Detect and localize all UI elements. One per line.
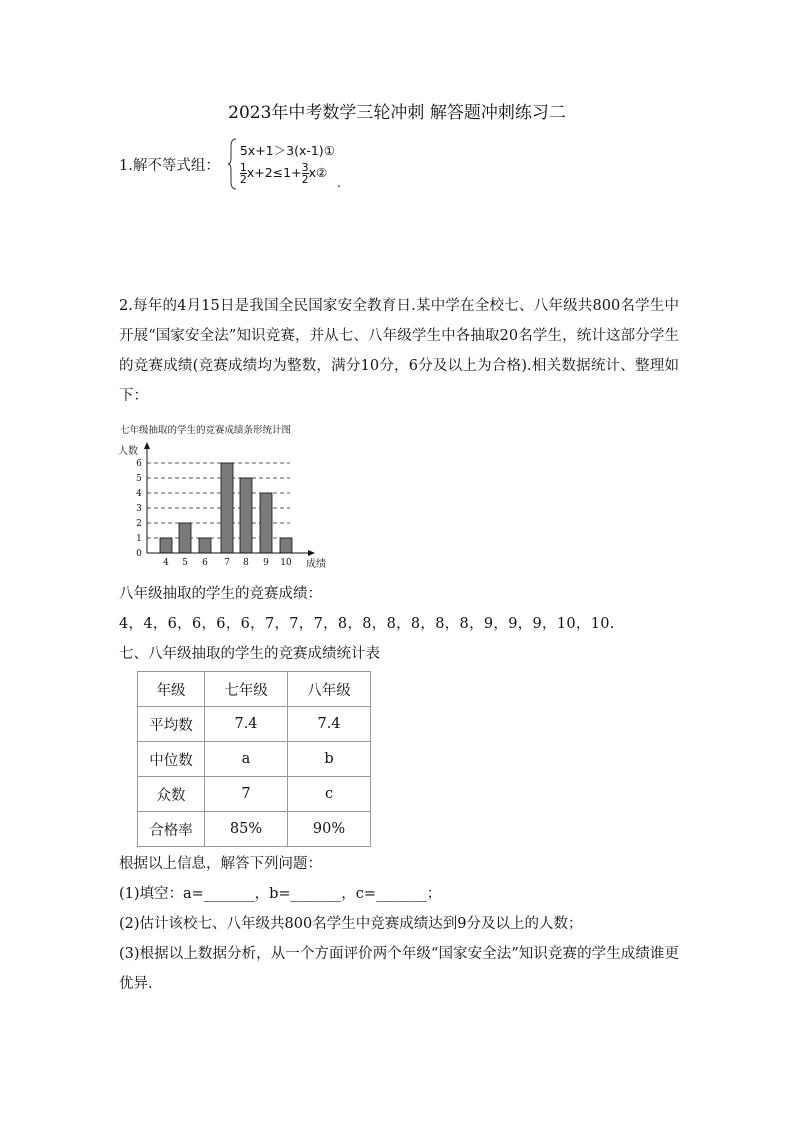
ineq-line2 xyxy=(240,162,335,185)
grade8-scores: 4，4，6，6，6，6，7，7，7，8，8，8，8，8，8，9，9，9，10，10. xyxy=(119,616,615,632)
prompt: 根据以上信息，解答下列问题： xyxy=(119,856,322,872)
end: x② xyxy=(308,165,328,180)
bar xyxy=(280,538,292,553)
table-cell: 众数 xyxy=(138,777,205,812)
table-cell: 中位数 xyxy=(138,742,205,777)
table-cell: 年级 xyxy=(138,672,205,707)
bar xyxy=(179,523,191,553)
y-tick-label: 1 xyxy=(136,534,142,544)
den: 2 xyxy=(301,173,309,186)
table-row xyxy=(138,707,371,742)
y-tick-label: 3 xyxy=(136,504,142,514)
x-tick-label: 7 xyxy=(224,558,230,568)
table-cell: c xyxy=(288,777,371,812)
bar xyxy=(221,463,233,553)
page-title: 2023年中考数学三轮冲刺 解答题冲刺练习二 xyxy=(228,103,566,123)
ineq-line1: 5x+1＞3(x-1)① xyxy=(239,143,335,158)
x-tick-label: 8 xyxy=(243,558,249,568)
x-tick-label: 4 xyxy=(163,558,169,568)
y-tick-label: 6 xyxy=(136,459,142,469)
y-tick-label: 0 xyxy=(136,549,142,559)
bar-chart xyxy=(110,415,340,575)
table-cell: 85% xyxy=(205,812,288,847)
table-cell: 90% xyxy=(288,812,371,847)
question-1 xyxy=(119,134,679,194)
table-cell: 七年级 xyxy=(205,672,288,707)
sub-question-2: (2)估计该校七、八年级共800名学生中竞赛成绩达到9分及以上的人数； xyxy=(119,916,583,932)
grade8-label: 八年级抽取的学生的竞赛成绩： xyxy=(119,586,322,602)
num: 3 xyxy=(301,161,309,174)
table-cell: 八年级 xyxy=(288,672,371,707)
table-cell: 7 xyxy=(205,777,288,812)
bar xyxy=(199,538,211,553)
bar xyxy=(240,478,252,553)
sub-question-3: (3)根据以上数据分析，从一个方面评价两个年级“国家安全法”知识竞赛的学生成绩谁更优异. xyxy=(119,946,679,992)
q1-prefix: 1.解不等式组： xyxy=(119,157,220,174)
chart-title: 七年级抽取的学生的竞赛成绩条形统计图 xyxy=(120,425,292,436)
y-axis-arrow-icon xyxy=(144,442,150,449)
mid: x+2≤1+ xyxy=(246,165,302,180)
brace-icon xyxy=(228,138,237,190)
table-cell: 平均数 xyxy=(138,707,205,742)
x-tick-label: 9 xyxy=(263,558,269,568)
bar xyxy=(260,493,272,553)
y-axis-label: 人数 xyxy=(118,446,138,457)
num: 1 xyxy=(239,161,247,174)
x-tick-label: 6 xyxy=(202,558,208,568)
x-axis-label: 成绩 xyxy=(306,559,326,570)
table-cell: b xyxy=(288,742,371,777)
y-tick-label: 2 xyxy=(136,519,142,529)
inequality-system xyxy=(228,138,341,190)
content xyxy=(119,100,679,999)
table-header-row xyxy=(138,672,371,707)
stats-table xyxy=(137,671,371,847)
y-tick-label: 4 xyxy=(136,489,142,499)
x-tick-label: 5 xyxy=(182,558,188,568)
table-row xyxy=(138,742,371,777)
den: 2 xyxy=(239,173,247,186)
table-row xyxy=(138,777,371,812)
table-cell: a xyxy=(205,742,288,777)
x-tick-label: 10 xyxy=(280,558,292,568)
bar xyxy=(160,538,172,553)
q2-intro: 2.每年的4月15日是我国全民国家安全教育日.某中学在全校七、八年级共800名学生中开展“国家安全法”知识竞赛，并从七、八年级学生中各抽取20名学生，统计这部分学生的竞赛成绩(竞赛成绩均为整数，满分10分，6分及以上为合格).相关数据统计、整理如下： xyxy=(119,298,679,404)
table-row xyxy=(138,812,371,847)
sub-question-1: (1)填空：a=_______，b=_______，c=_______； xyxy=(119,886,442,902)
x-axis-arrow-icon xyxy=(308,550,315,556)
y-tick-label: 5 xyxy=(136,474,142,484)
table-cell: 7.4 xyxy=(205,707,288,742)
table-cell: 合格率 xyxy=(138,812,205,847)
period: . xyxy=(336,175,341,190)
table-title: 七、八年级抽取的学生的竞赛成绩统计表 xyxy=(119,646,380,662)
table-cell: 7.4 xyxy=(288,707,371,742)
